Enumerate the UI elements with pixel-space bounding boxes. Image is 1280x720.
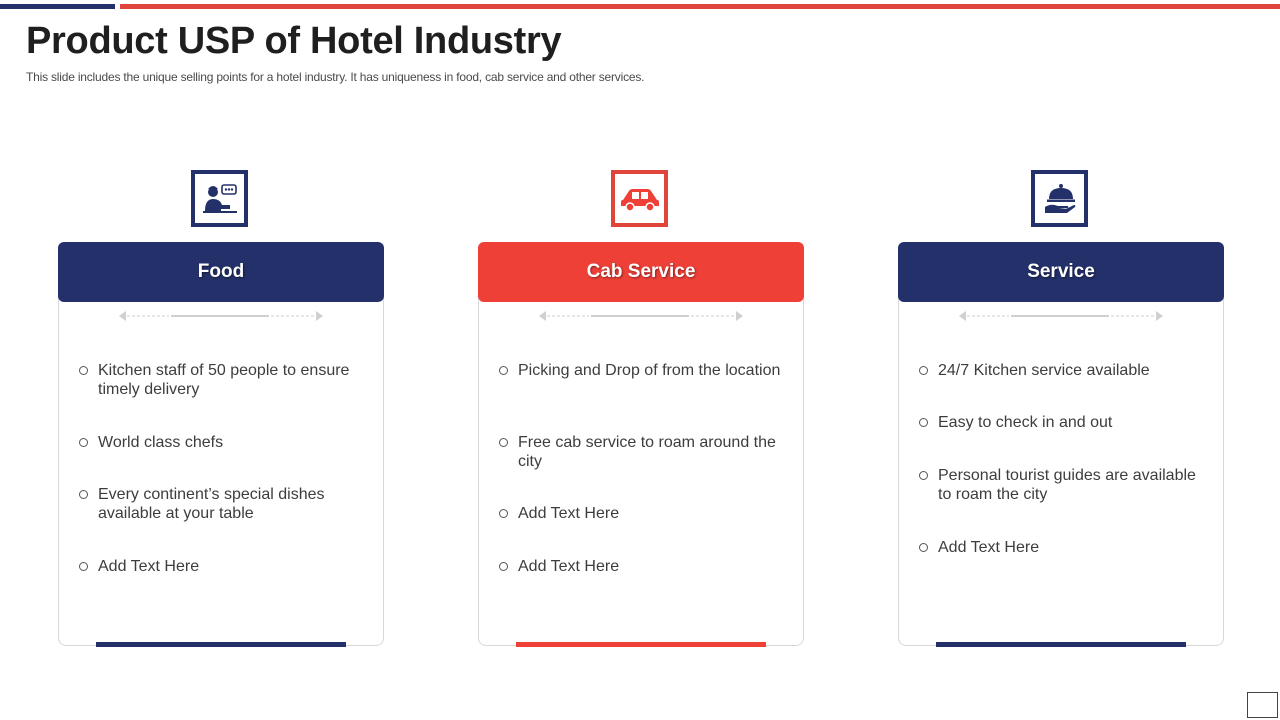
- usp-card-cab-service: [478, 242, 804, 646]
- divider-arrows: [119, 309, 323, 323]
- slide-title: Product USP of Hotel Industry: [26, 20, 562, 62]
- list-item: World class chefs: [79, 433, 369, 452]
- list-item: Add Text Here: [79, 557, 369, 576]
- list-item: Add Text Here: [919, 538, 1209, 557]
- bullet-circle: [79, 490, 88, 499]
- usp-column-food: [58, 170, 384, 650]
- bullet-circle: [499, 438, 508, 447]
- bullet-circle: [79, 366, 88, 375]
- list-item: Easy to check in and out: [919, 413, 1209, 432]
- bullet-circle: [919, 366, 928, 375]
- card-bottom-bar-food: [96, 642, 346, 647]
- top-accent-bar-red: [120, 4, 1280, 9]
- cloche-icon: [1042, 181, 1078, 217]
- list-item: Picking and Drop of from the location: [499, 361, 789, 380]
- chef-icon: [200, 181, 240, 217]
- divider-arrows: [959, 309, 1163, 323]
- card-header-service: Service: [898, 242, 1224, 302]
- divider-arrows: [539, 309, 743, 323]
- bullet-circle: [919, 471, 928, 480]
- card-header-cab-service: Cab Service: [478, 242, 804, 302]
- list-item: Add Text Here: [499, 557, 789, 576]
- card-bottom-bar-service: [936, 642, 1186, 647]
- list-item: Personal tourist guides are available to roam the city: [919, 466, 1209, 504]
- corner-placeholder-box: [1247, 692, 1278, 718]
- usp-column-cab-service: [478, 170, 804, 650]
- card-bottom-bar-cab-service: [516, 642, 766, 647]
- list-item: Add Text Here: [499, 504, 789, 523]
- car-icon: [620, 186, 660, 212]
- list-item: Kitchen staff of 50 people to ensure timely delivery: [79, 361, 369, 399]
- bullet-circle: [79, 562, 88, 571]
- list-item: 24/7 Kitchen service available: [919, 361, 1209, 380]
- icon-frame-service: [1031, 170, 1088, 227]
- bullet-circle: [919, 543, 928, 552]
- top-accent-bar-navy: [0, 4, 115, 9]
- bullet-circle: [919, 418, 928, 427]
- bullet-circle: [499, 366, 508, 375]
- usp-card-service: [898, 242, 1224, 646]
- icon-frame-cab-service: [611, 170, 668, 227]
- list-item: Free cab service to roam around the city: [499, 433, 789, 471]
- bullet-circle: [499, 509, 508, 518]
- icon-frame-food: [191, 170, 248, 227]
- list-item: Every continent’s special dishes available at your table: [79, 485, 369, 523]
- bullet-circle: [79, 438, 88, 447]
- usp-column-service: [898, 170, 1224, 650]
- usp-card-food: [58, 242, 384, 646]
- bullet-circle: [499, 562, 508, 571]
- card-header-food: Food: [58, 242, 384, 302]
- slide-subtitle: This slide includes the unique selling points for a hotel industry. It has uniqueness in food, cab service and other services.: [26, 70, 645, 84]
